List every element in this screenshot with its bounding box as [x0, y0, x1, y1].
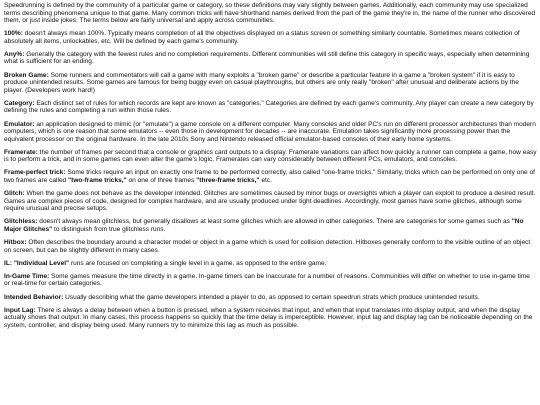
- glossary-definition: on one of three frames: [126, 177, 197, 184]
- glossary-term: Emulator:: [4, 120, 35, 128]
- glossary-term: 100%:: [4, 30, 23, 38]
- glossary-entry: [4, 294, 537, 302]
- intro-paragraph: Speedrunning is defined by the community of a particular game or category, so these definitions may vary slightly between games. Additionally, each community may use specialized terms describing phenomena unique to that game. Many common tricks will have shorthand names derived from the part of the game they're in, the name of the runner who discovered them, or just inside jokes. The terms below are fairly universal and apply across communities.: [4, 2, 536, 25]
- glossary-entry: [4, 51, 537, 66]
- glossary-entry: [4, 218, 537, 233]
- glossary-term: Glitchless:: [4, 218, 38, 226]
- glossary-definition: When the game does not behave as the developer intended. Glitches are sometimes caused by minor bugs or oversights which a player can exploit to produce a desired result. Games are complex pieces of code, designed for complex hardware, and are usually produced under tight deadlines. Accordingly, most games have some glitches, although some require unusual and precise setups.: [4, 190, 536, 213]
- glossary-term: "three-frame tricks,": [196, 177, 260, 184]
- glossary-definition: Often describes the boundary around a character model or object in a game which is used for collision detection. Hitboxes generally conform to the visible outline of an object on screen, but can be slightly different in many cases.: [4, 239, 531, 254]
- glossary-entry: [4, 121, 537, 144]
- glossary-entry: [4, 239, 537, 254]
- glossary-term: Hitbox:: [4, 239, 27, 247]
- glossary-term: "two-frame tricks,": [68, 177, 127, 184]
- glossary-definition: There is always a delay between when a button is pressed, when a system receives that input, and when that input translates into display output, and when the display actually shows that output. In many cases, this process happens so quickly that the time delay is imperceptible. However, input lag and display lag can be noticeable depending on the system, controller, and display being used. Many runners try to minimize this lag as much as possible.: [4, 306, 533, 329]
- glossary-entries: [4, 30, 537, 329]
- glossary-term: Intended Behavior:: [4, 293, 64, 301]
- glossary-definition: Each distinct set of rules for which records are kept are known as "categories." Categories are defined by each game's community. Any player can create a new category by defining the rules and completing a run within those rules.: [4, 99, 534, 115]
- glossary-definition: Some games measure the time directly in a game. In-game timers can be inaccurate for a number of reasons. Communities will differ on whether to use in-game time or real-time for certain categories.: [4, 272, 530, 288]
- glossary-definition: doesn't always mean 100%. Typically means completion of all the objectives displayed on a status screen or something similarly countable. Sometimes means collection of absolutely all items, unlockables, etc. Will be defined by each game's community.: [4, 30, 520, 45]
- glossary-definition: Generally the category with the fewest rules and no completion requirements. Different communities will still define this category in specific ways, especially when determining what is sufficient for an ending.: [4, 50, 530, 66]
- glossary-definition: Some runners and commentators will call a game with many exploits a "broken game" or describe a particular feature in a game a "broken system" if it is easy to produce unintended results. Some games are famous for being buggy even on casual playthroughs, but others are only really "broken" after unusual and deliberate actions by the player. (Developers work hard!): [4, 71, 519, 94]
- glossary-term: Broken Game:: [4, 71, 49, 79]
- glossary-term: Category:: [4, 99, 35, 107]
- glossary-term: "No Major Glitches": [4, 218, 524, 233]
- glossary-entry: [4, 273, 537, 288]
- glossary-definition: an application designed to mimic (or "emulate") a game console on a different computer. Many consoles and older PC's run on different processor architectures than modern computers, which is one reason that some emulators -- even those in development for decades -- are inaccurate. Emulation takes significantly more processing power than the equivalent processor on the original hardware. In the late 2010s Sony and Nintendo released official emulator-based consoles of their early home systems.: [4, 120, 536, 143]
- glossary-term: Glitch:: [4, 190, 25, 198]
- glossary-definition: to distinguish from true glitchless runs.: [52, 225, 166, 233]
- glossary-definition: the number of frames per second that a console or graphics card outputs to a display. Framerate variations can affect how quickly a runner can complete a game, how easy is to perform a trick, and in some games can even alter the game's logic. Framerates can vary considerably between different PCs, emulators, and consoles.: [4, 148, 537, 164]
- glossary-entry: [4, 30, 537, 45]
- glossary-entry: [4, 72, 537, 95]
- glossary-entry: [4, 307, 537, 330]
- glossary-term: IL: "Individual Level": [4, 259, 70, 267]
- glossary-entry: [4, 260, 537, 268]
- glossary-definition: etc.: [259, 177, 272, 184]
- glossary-entry: [4, 100, 537, 115]
- glossary-entry: [4, 190, 537, 213]
- glossary-definition: doesn't always mean glitchless, but generally disallows at least some glitches which are allowed in other categories. There are categories for some games such as: [37, 218, 512, 226]
- glossary-term: Framerate:: [4, 148, 38, 156]
- glossary-definition: runs are focused on completing a single level in a game, as opposed to the entire game.: [69, 259, 327, 267]
- glossary-definition: Usually describing what the game developers intended a player to do, as opposed to certain speedrun strats which produce unintended results.: [63, 293, 480, 301]
- glossary-entry: [4, 149, 537, 164]
- glossary-term: Input Lag:: [4, 306, 36, 314]
- glossary-term: Any%:: [4, 50, 25, 58]
- glossary-term: In-Game Time:: [4, 272, 50, 280]
- glossary-definition: Some tricks require an input on exactly one frame to be performed correctly, also called "one-frame tricks." Similarly, tricks which can be performed on only one of two frames are called: [4, 169, 535, 184]
- glossary-entry: [4, 169, 537, 184]
- glossary-term: Frame-perfect trick:: [4, 169, 66, 177]
